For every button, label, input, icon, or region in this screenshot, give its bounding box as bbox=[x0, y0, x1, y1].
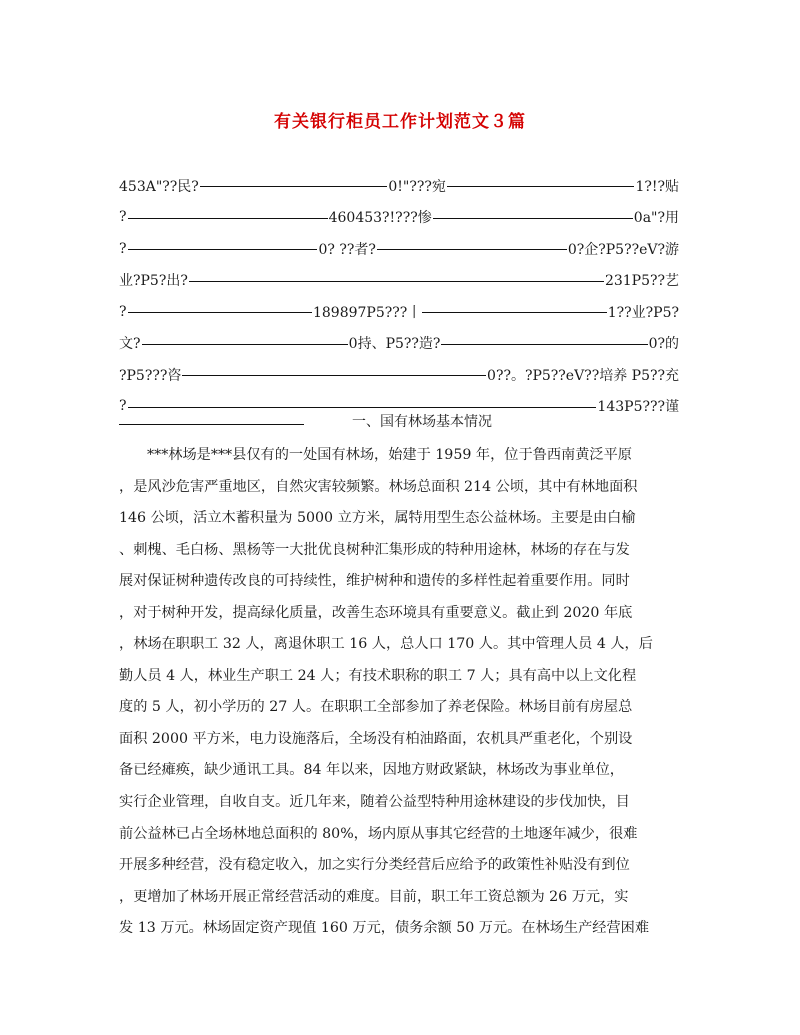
toc-text: ? bbox=[119, 240, 127, 257]
paragraph-line: 备已经瘫痪，缺少通讯工具。84 年以来，因地方财政紧缺，林场改为事业单位， bbox=[119, 762, 624, 779]
toc-text: 1?!?贴 bbox=[635, 178, 679, 195]
paragraph-line: 146 公顷，活立木蓄积量为 5000 立方米，属特用型生态公益林场。主要是由白榆 bbox=[119, 510, 636, 527]
toc-text: 0??。?P5??eV??培养 P5??充 bbox=[487, 367, 679, 384]
paragraph-line: 度的 5 人，初小学历的 27 人。在职职工全部参加了养老保险。林场目前有房屋总 bbox=[119, 699, 633, 716]
paragraph-line: ，更增加了林场开展正常经营活动的难度。目前，职工年工资总额为 26 万元，实 bbox=[119, 888, 629, 905]
toc-leader-rule bbox=[422, 312, 606, 313]
toc-leader-rule bbox=[377, 249, 567, 250]
paragraph-line: 、刺槐、毛白杨、黑杨等一大批优良树种汇集形成的特种用途林，林场的存在与发 bbox=[119, 541, 630, 558]
toc-leader-rule bbox=[447, 186, 635, 187]
section-heading-row bbox=[119, 411, 679, 431]
toc-text: 0!"???宛 bbox=[388, 178, 446, 195]
toc-line bbox=[119, 170, 679, 202]
toc-leader-rule bbox=[142, 344, 348, 345]
toc-text: 业?P5?出? bbox=[119, 273, 188, 290]
toc-line bbox=[119, 233, 679, 265]
paragraph-line: ，林场在职职工 32 人，离退休职工 16 人，总人口 170 人。其中管理人员 4 人，后 bbox=[119, 636, 653, 653]
toc-text: 0a"?用 bbox=[633, 210, 679, 227]
toc-text: 231P5??艺 bbox=[604, 273, 679, 290]
toc-line bbox=[119, 296, 679, 328]
paragraph-line: 勤人员 4 人，林业生产职工 24 人；有技术职称的职工 7 人；具有高中以上文化程 bbox=[119, 667, 637, 684]
toc-text: ? bbox=[119, 303, 127, 320]
paragraph-line: ，是风沙危害严重地区，自然灾害较频繁。林场总面积 214 公顷，其中有林地面积 bbox=[119, 478, 638, 495]
paragraph-line: 前公益林已占全场林地总面积的 80%，场内原从事其它经营的土地逐年减少，很难 bbox=[119, 825, 638, 842]
toc-leader-rule bbox=[189, 281, 604, 282]
toc-leader-rule bbox=[200, 186, 388, 187]
toc-text: 1??业?P5? bbox=[607, 304, 680, 321]
paragraph-line: 实行企业管理，自收自支。近几年来，随着公益型特种用途林建设的步伐加快，目 bbox=[119, 794, 630, 811]
toc-text: ? bbox=[119, 398, 127, 415]
toc-text: 460453?!???惨 bbox=[328, 210, 432, 227]
toc-line bbox=[119, 265, 679, 297]
toc-text: 0?企?P5??eV?游 bbox=[567, 241, 680, 258]
toc-text: 0? ??者? bbox=[318, 241, 376, 258]
toc-line bbox=[119, 328, 679, 360]
toc-leader-rule bbox=[441, 344, 647, 345]
toc-text: 0持、P5??造? bbox=[348, 336, 441, 353]
body-paragraph bbox=[119, 440, 683, 945]
document-title: 有关银行柜员工作计划范文３篇 bbox=[274, 112, 526, 132]
section-leader-rule bbox=[119, 424, 304, 425]
paragraph-line: ***林场是***县仅有的一处国有林场，始建于 1959 年，位于鲁西南黄泛平原 bbox=[147, 447, 632, 463]
paragraph-line: 发 13 万元。林场固定资产现值 160 万元，债务余额 50 万元。在林场生产经营困难 bbox=[119, 920, 650, 937]
toc-text: 453A"??民? bbox=[119, 178, 199, 195]
toc-line bbox=[119, 202, 679, 234]
toc-leader-rule bbox=[128, 407, 597, 408]
toc-text: 文? bbox=[119, 336, 141, 353]
table-of-contents bbox=[119, 170, 679, 422]
toc-text: 189897P5???丨 bbox=[312, 304, 422, 321]
paragraph-line: 面积 2000 平方米，电力设施落后，全场没有柏油路面，农机具严重老化，个别设 bbox=[119, 730, 633, 747]
toc-leader-rule bbox=[128, 312, 312, 313]
toc-text: ?P5???咨 bbox=[119, 367, 182, 384]
paragraph-line: 展对保证树种遗传改良的可持续性，维护树种和遗传的多样性起着重要作用。同时 bbox=[119, 573, 630, 590]
toc-leader-rule bbox=[433, 218, 633, 219]
paragraph-line: ，对于树种开发，提高绿化质量，改善生态环境具有重要意义。截止到 2020 年底 bbox=[119, 604, 633, 621]
toc-text: ? bbox=[119, 209, 127, 226]
toc-leader-rule bbox=[182, 375, 486, 376]
toc-leader-rule bbox=[128, 249, 318, 250]
toc-line bbox=[119, 359, 679, 391]
toc-text: 143P5???谨 bbox=[597, 399, 679, 416]
toc-leader-rule bbox=[128, 218, 328, 219]
paragraph-line: 开展多种经营，没有稳定收入，加之实行分类经营后应给予的政策性补贴没有到位 bbox=[119, 857, 630, 874]
toc-text: 0?的 bbox=[648, 336, 680, 353]
section-heading: 一、国有林场基本情况 bbox=[352, 414, 492, 430]
